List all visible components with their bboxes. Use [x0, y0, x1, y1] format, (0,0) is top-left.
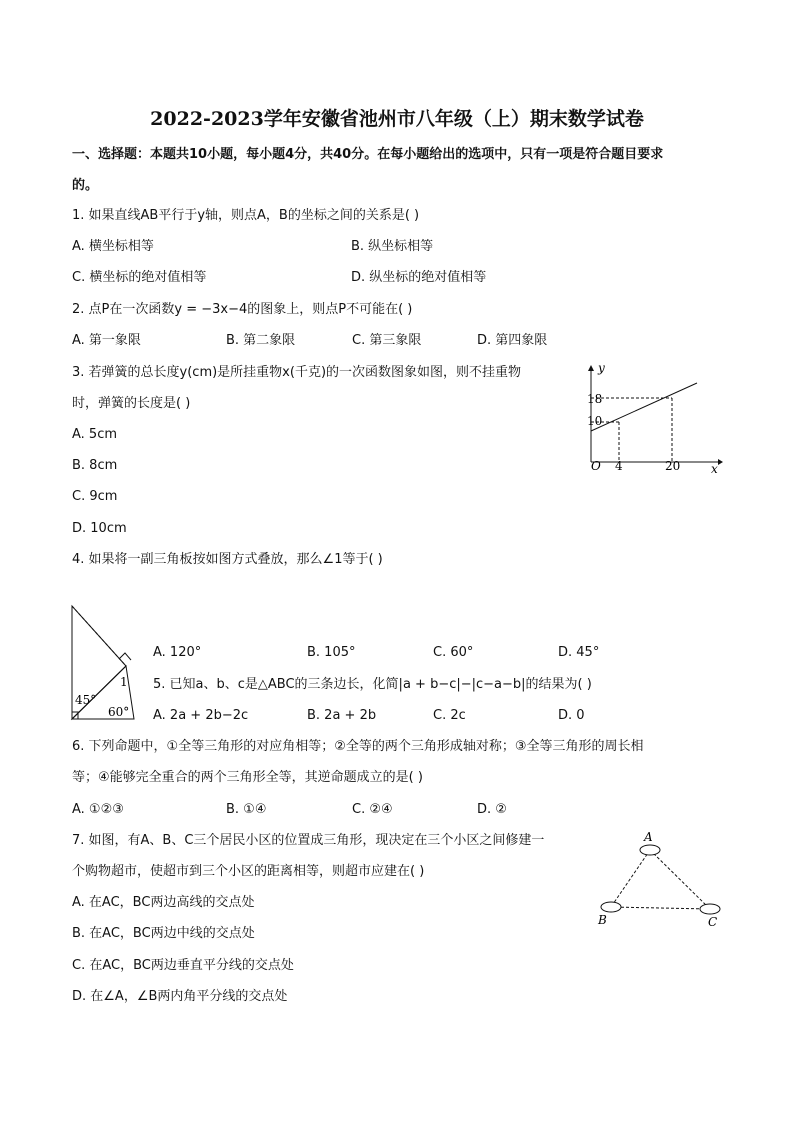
spring-graph-figure	[580, 358, 730, 478]
question-7-option-d[interactable]: D. 在∠A，∠B两内角平分线的交点处	[72, 989, 288, 1004]
y-axis-label: y	[598, 361, 605, 375]
question-4-option-d[interactable]: D. 45°	[558, 645, 600, 660]
edge-ab	[611, 850, 650, 907]
question-4-option-c[interactable]: C. 60°	[433, 645, 474, 660]
question-7-stem-line2: 个购物超市，使超市到三个小区的距离相等，则超市应建在( )	[72, 864, 425, 879]
edge-bc	[611, 907, 710, 909]
point-a-ellipse	[640, 845, 660, 855]
angle-1-label: 1	[120, 675, 128, 689]
x-axis-label: x	[711, 462, 718, 476]
question-5-option-c[interactable]: C. 2c	[433, 708, 466, 723]
point-c-ellipse	[700, 904, 720, 914]
angle-60-label: 60°	[108, 705, 130, 719]
label-a: A	[644, 830, 653, 844]
angle-45-label: 45°	[75, 693, 97, 707]
question-5-option-b[interactable]: B. 2a + 2b	[307, 708, 377, 723]
question-4-option-a[interactable]: A. 120°	[153, 645, 202, 660]
question-5-stem: 5. 已知a、b、c是△ABC的三条边长，化简|a + b−c|−|c−a−b|的结果为( )	[153, 677, 592, 692]
section-heading-line2: 的。	[72, 178, 99, 193]
question-5-option-a[interactable]: A. 2a + 2b−2c	[153, 708, 249, 723]
question-6-option-b[interactable]: B. ①④	[226, 802, 267, 817]
origin-label: O	[591, 459, 601, 473]
x-tick-20: 20	[665, 459, 681, 473]
question-7-option-a[interactable]: A. 在AC，BC两边高线的交点处	[72, 895, 255, 910]
question-3-option-c[interactable]: C. 9cm	[72, 489, 118, 504]
question-2-option-b[interactable]: B. 第二象限	[226, 333, 296, 348]
y-tick-18: 18	[587, 392, 603, 406]
point-b-ellipse	[601, 902, 621, 912]
question-6-stem-line1: 6. 下列命题中，①全等三角形的对应角相等；②全等的两个三角形成轴对称；③全等三角形的周长相	[72, 739, 644, 754]
question-6-option-a[interactable]: A. ①②③	[72, 802, 124, 817]
triangle-rulers-figure	[66, 600, 146, 725]
hidden-edge	[72, 606, 126, 666]
question-3-stem-line2: 时，弹簧的长度是( )	[72, 396, 191, 411]
question-1-option-a[interactable]: A. 横坐标相等	[72, 239, 154, 254]
page-title: 2022-2023学年安徽省池州市八年级（上）期末数学试卷	[150, 108, 644, 130]
y-axis-arrow	[588, 365, 594, 371]
question-1-option-d[interactable]: D. 纵坐标的绝对值相等	[351, 270, 487, 285]
question-4-option-b[interactable]: B. 105°	[307, 645, 356, 660]
question-3-stem-line1: 3. 若弹簧的总长度y(cm)是所挂重物x(千克)的一次函数图象如图，则不挂重物	[72, 365, 522, 380]
question-1-stem: 1. 如果直线AB平行于y轴，则点A，B的坐标之间的关系是( )	[72, 208, 420, 223]
question-7-stem-line1: 7. 如图，有A、B、C三个居民小区的位置成三角形，现决定在三个小区之间修建一	[72, 833, 545, 848]
question-1-option-c[interactable]: C. 横坐标的绝对值相等	[72, 270, 207, 285]
section-heading-line1: 一、选择题：本题共10小题，每小题4分，共40分。在每小题给出的选项中，只有一项是符合题目要求	[72, 147, 664, 162]
function-line	[591, 383, 697, 431]
residential-triangle-figure	[590, 828, 730, 933]
edge-ac	[650, 850, 710, 909]
question-1-option-b[interactable]: B. 纵坐标相等	[351, 239, 434, 254]
label-b: B	[598, 913, 607, 927]
question-2-option-a[interactable]: A. 第一象限	[72, 333, 141, 348]
question-6-option-d[interactable]: D. ②	[477, 802, 507, 817]
label-c: C	[708, 915, 718, 929]
x-tick-4: 4	[615, 459, 623, 473]
question-3-option-a[interactable]: A. 5cm	[72, 427, 118, 442]
question-7-option-b[interactable]: B. 在AC，BC两边中线的交点处	[72, 926, 255, 941]
x-axis-arrow	[718, 459, 723, 465]
question-2-option-d[interactable]: D. 第四象限	[477, 333, 548, 348]
question-4-stem: 4. 如果将一副三角板按如图方式叠放，那么∠1等于( )	[72, 552, 383, 567]
right-angle-mark-top	[119, 653, 131, 660]
question-6-stem-line2: 等；④能够完全重合的两个三角形全等，其逆命题成立的是( )	[72, 770, 423, 785]
question-7-option-c[interactable]: C. 在AC，BC两边垂直平分线的交点处	[72, 958, 294, 973]
question-6-option-c[interactable]: C. ②④	[352, 802, 393, 817]
question-3-option-b[interactable]: B. 8cm	[72, 458, 118, 473]
y-tick-10: 10	[587, 414, 603, 428]
question-5-option-d[interactable]: D. 0	[558, 708, 585, 723]
question-2-stem: 2. 点P在一次函数y = −3x−4的图象上，则点P不可能在( )	[72, 302, 413, 317]
question-2-option-c[interactable]: C. 第三象限	[352, 333, 422, 348]
question-3-option-d[interactable]: D. 10cm	[72, 521, 127, 536]
